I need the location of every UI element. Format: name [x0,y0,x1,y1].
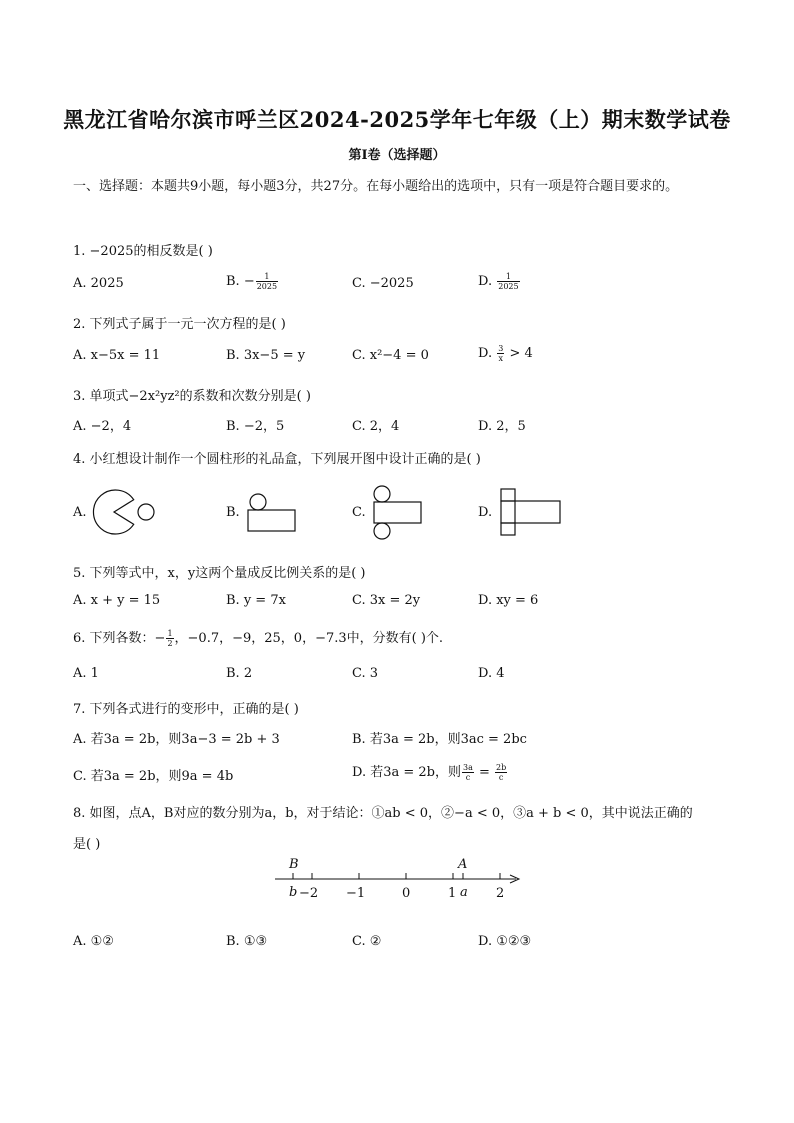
q8-stem-line1: 8. 如图，点A，B对应的数分别为a，b，对于结论：①ab < 0，②−a < 0，③a + b < 0，其中说法正确的 [73,806,693,821]
q8-stem-line2: 是( ) [73,837,101,852]
q4-option-b: B. [226,505,240,520]
section-instructions: 一、选择题：本题共9小题，每小题3分，共27分。在每小题给出的选项中，只有一项是符合题目要求的。 [73,179,679,194]
q5-option-a: A. x + y = 15 [73,593,161,608]
tick-label-minus-1: −1 [346,886,366,901]
q2-option-b: B. 3x−5 = y [226,348,306,363]
exam-title: 黑龙江省哈尔滨市呼兰区2024-2025学年七年级（上）期末数学试卷 [63,107,731,132]
q7-option-b: B. 若3a = 2b，则3ac = 2bc [352,732,527,747]
q5-option-d: D. xy = 6 [478,593,539,608]
tick-label-minus-2: −2 [299,886,319,901]
value-label-b: b [289,885,298,900]
tick-label-1: 1 [448,886,457,901]
q8-option-a: A. ①② [73,934,114,949]
section-subtitle: 第I卷（选择题） [348,148,446,163]
q1-option-c: C. −2025 [352,276,414,291]
q7-stem: 7. 下列各式进行的变形中，正确的是( ) [73,702,299,717]
q6-option-d: D. 4 [478,666,505,681]
q4-option-d: D. [478,505,493,520]
q5-option-b: B. y = 7x [226,593,286,608]
q8-option-b: B. ①③ [226,934,268,949]
q1-option-a: A. 2025 [73,276,124,291]
tick-label-2: 2 [496,886,505,901]
q6-option-a: A. 1 [73,666,99,681]
point-label-a-upper: A [458,857,468,872]
q7-option-d: D. 若3a = 2b，则 $\frac{3a}{c}$ = $\frac{2b}{c}$ [352,763,507,782]
q1-option-d: D. $\frac{1}{2025}$ [478,272,519,291]
q8-option-d: D. ①②③ [478,934,532,949]
q3-stem: 3. 单项式−2x²yz²的系数和次数分别是( ) [73,389,311,404]
value-label-a: a [460,885,468,900]
q8-option-c: C. ② [352,934,382,949]
point-label-b-upper: B [289,857,299,872]
q7-option-a: A. 若3a = 2b，则3a−3 = 2b + 3 [73,732,280,747]
q6-stem: 6. 下列各数：− $\frac{1}{2}$ ，−0.7，−9，25，0，−7.3中，分数有( )个. [73,629,444,648]
q6-option-b: B. 2 [226,666,253,681]
q5-option-c: C. 3x = 2y [352,593,421,608]
tick-label-0: 0 [402,886,411,901]
q1-stem: 1. −2025的相反数是( ) [73,244,213,259]
q6-option-c: C. 3 [352,666,379,681]
q3-option-c: C. 2，4 [352,419,400,434]
q7-option-c: C. 若3a = 2b，则9a = 4b [73,769,234,784]
q3-option-b: B. −2，5 [226,419,285,434]
q4-stem: 4. 小红想设计制作一个圆柱形的礼品盒，下列展开图中设计正确的是( ) [73,452,481,467]
q1-option-b: B. − $\frac{1}{2025}$ [226,272,278,291]
q2-option-c: C. x²−4 = 0 [352,348,429,363]
q4-option-c: C. [352,505,366,520]
q2-option-a: A. x−5x = 11 [73,348,161,363]
q2-stem: 2. 下列式子属于一元一次方程的是( ) [73,317,286,332]
q3-option-d: D. 2，5 [478,419,526,434]
q2-option-d: D. $\frac{3}{x}$ > 4 [478,344,533,363]
q3-option-a: A. −2，4 [73,419,132,434]
q5-stem: 5. 下列等式中，x，y这两个量成反比例关系的是( ) [73,566,366,581]
q4-option-a: A. [73,505,87,520]
